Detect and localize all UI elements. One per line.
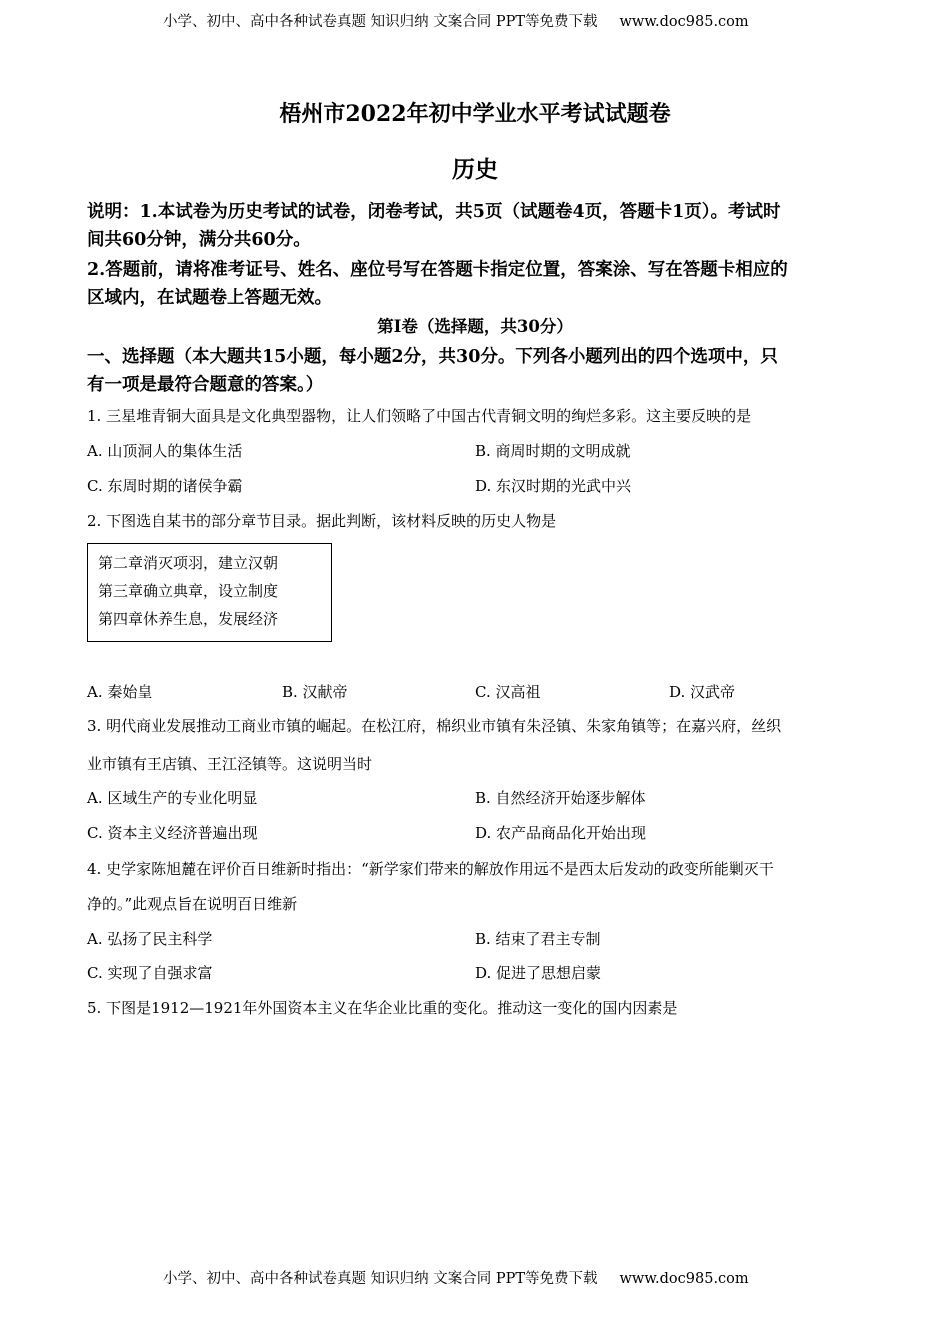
instruction-line: 区域内，在试题卷上答题无效。 <box>87 288 332 308</box>
header-text: 小学、初中、高中各种试卷真题 知识归纳 文案合同 PPT等免费下载 <box>163 14 598 30</box>
header-link[interactable]: www.doc985.com <box>619 14 749 30</box>
q3-option-c: C. 资本主义经济普遍出现 <box>87 824 258 842</box>
instruction-line: 说明：1.本试卷为历史考试的试卷，闭卷考试，共5页（试题卷4页，答题卡1页）。考试时 <box>87 202 781 222</box>
subject-title: 历史 <box>452 156 498 183</box>
q4-option-a: A. 弘扬了民主科学 <box>87 930 213 948</box>
question-4-stem: 净的。”此观点旨在说明百日维新 <box>87 895 298 913</box>
q4-option-d: D. 促进了思想启蒙 <box>475 964 602 982</box>
instruction-line: 间共60分钟，满分共60分。 <box>87 230 311 250</box>
exam-title: 梧州市2022年初中学业水平考试试题卷 <box>279 101 671 127</box>
question-5-stem: 5. 下图是1912—1921年外国资本主义在华企业比重的变化。推动这一变化的国内因素是 <box>87 999 678 1017</box>
q1-option-c: C. 东周时期的诸侯争霸 <box>87 477 243 495</box>
q3-option-d: D. 农产品商品化开始出现 <box>475 824 647 842</box>
question-1-stem: 1. 三星堆青铜大面具是文化典型器物，让人们领略了中国古代青铜文明的绚烂多彩。这主要反映的是 <box>87 407 752 425</box>
q4-option-b: B. 结束了君主专制 <box>475 930 601 948</box>
question-2-stem: 2. 下图选自某书的部分章节目录。据此判断，该材料反映的历史人物是 <box>87 512 557 530</box>
q1-option-b: B. 商周时期的文明成就 <box>475 442 631 460</box>
header-banner <box>163 12 749 32</box>
table-of-contents-box <box>87 543 332 642</box>
q1-option-a: A. 山顶洞人的集体生活 <box>87 442 243 460</box>
section-heading: 一、选择题（本大题共15小题，每小题2分，共30分。下列各小题列出的四个选项中，只 <box>87 347 778 367</box>
q2-option-a: A. 秦始皇 <box>87 683 153 701</box>
toc-line: 第二章消灭项羽，建立汉朝 <box>98 554 279 572</box>
footer-link[interactable]: www.doc985.com <box>619 1271 749 1287</box>
part-title: 第I卷（选择题，共30分） <box>377 317 573 336</box>
q4-option-c: C. 实现了自强求富 <box>87 964 213 982</box>
instruction-line: 2.答题前，请将准考证号、姓名、座位号写在答题卡指定位置，答案涂、写在答题卡相应的 <box>87 260 788 280</box>
footer-text: 小学、初中、高中各种试卷真题 知识归纳 文案合同 PPT等免费下载 <box>163 1271 598 1287</box>
q3-option-a: A. 区域生产的专业化明显 <box>87 789 258 807</box>
toc-line: 第四章休养生息，发展经济 <box>98 610 279 628</box>
q2-option-b: B. 汉献帝 <box>282 683 348 701</box>
q3-option-b: B. 自然经济开始逐步解体 <box>475 789 646 807</box>
toc-line: 第三章确立典章，设立制度 <box>98 582 279 600</box>
question-4-stem: 4. 史学家陈旭麓在评价百日维新时指出：“新学家们带来的解放作用远不是西太后发动的政变所能剿灭干 <box>87 860 774 878</box>
section-heading: 有一项是最符合题意的答案。） <box>87 375 324 395</box>
footer-banner <box>163 1269 749 1289</box>
q2-option-d: D. 汉武帝 <box>669 683 736 701</box>
question-3-stem: 业市镇有王店镇、王江泾镇等。这说明当时 <box>87 755 373 773</box>
q2-option-c: C. 汉高祖 <box>475 683 541 701</box>
question-3-stem: 3. 明代商业发展推动工商业市镇的崛起。在松江府，棉织业市镇有朱泾镇、朱家角镇等；在嘉兴府，丝织 <box>87 717 782 735</box>
q1-option-d: D. 东汉时期的光武中兴 <box>475 477 632 495</box>
